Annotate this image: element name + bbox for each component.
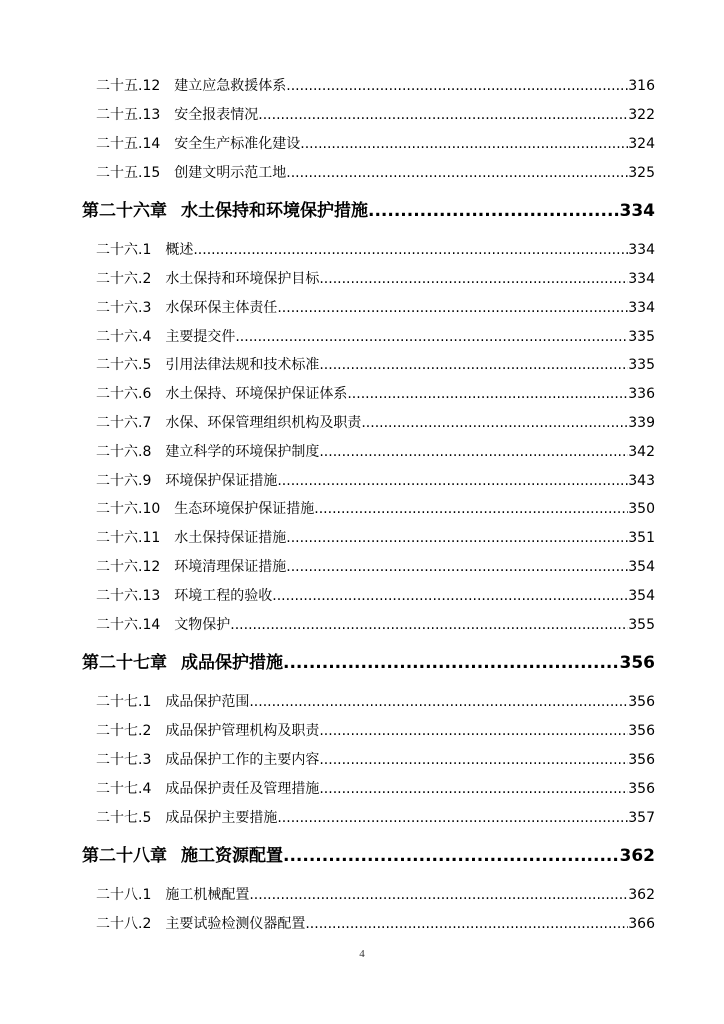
toc-entry[interactable] <box>96 500 655 518</box>
toc-entry-title: 水土保持保证措施 <box>174 530 287 546</box>
toc-entry-title: 成品保护主要措施 <box>165 810 278 826</box>
toc-entry-page: 356 <box>628 752 655 768</box>
toc-chapter-number: 第二十七章 <box>82 653 167 673</box>
toc-entry-number: 二十八.1 <box>96 887 152 903</box>
toc-dot-leader <box>347 385 628 403</box>
toc-entry-page: 356 <box>628 781 655 797</box>
toc-chapter-page: 362 <box>619 846 655 866</box>
toc-entry-title: 成品保护责任及管理措施 <box>165 781 320 797</box>
toc-entry-page: 334 <box>628 300 655 316</box>
toc-entry-title: 水保环保主体责任 <box>165 300 278 316</box>
toc-chapter-title: 水土保持和环境保护措施 <box>181 201 368 221</box>
toc-entry-number: 二十六.13 <box>96 588 161 604</box>
toc-entry-page: 354 <box>628 588 655 604</box>
toc-dot-leader <box>283 845 620 867</box>
toc-entry-title: 成品保护工作的主要内容 <box>165 752 320 768</box>
toc-entry-page: 343 <box>628 473 655 489</box>
toc-dot-leader <box>319 270 628 288</box>
toc-chapter-title: 成品保护措施 <box>181 653 283 673</box>
toc-entry-number: 二十五.14 <box>96 136 161 152</box>
toc-entry-number: 二十六.2 <box>96 271 152 287</box>
toc-entry-page: 325 <box>628 165 655 181</box>
toc-entry-page: 357 <box>628 810 655 826</box>
toc-entry[interactable] <box>96 135 655 153</box>
toc-dot-leader <box>314 500 628 518</box>
toc-dot-leader <box>235 328 628 346</box>
toc-chapter-entry[interactable] <box>82 200 655 222</box>
toc-dot-leader <box>300 135 628 153</box>
toc-chapter-number: 第二十八章 <box>82 846 167 866</box>
toc-entry-title: 环境保护保证措施 <box>165 473 278 489</box>
toc-entry-page: 355 <box>628 617 655 633</box>
toc-entry-number: 二十六.14 <box>96 617 161 633</box>
toc-entry-title: 创建文明示范工地 <box>174 165 287 181</box>
toc-entry[interactable] <box>96 414 655 432</box>
toc-entry[interactable] <box>96 751 655 769</box>
toc-entry[interactable] <box>96 106 655 124</box>
toc-entry[interactable] <box>96 77 655 95</box>
toc-entry[interactable] <box>96 529 655 547</box>
toc-dot-leader <box>249 886 628 904</box>
toc-dot-leader <box>319 356 628 374</box>
toc-entry-number: 二十五.12 <box>96 78 161 94</box>
toc-entry-page: 366 <box>628 916 655 932</box>
page-number: 4 <box>359 948 365 960</box>
toc-entry[interactable] <box>96 722 655 740</box>
toc-entry-page: 322 <box>628 107 655 123</box>
toc-entry[interactable] <box>96 241 655 259</box>
toc-entry-number: 二十七.5 <box>96 810 152 826</box>
toc-entry-title: 水土保持和环境保护目标 <box>165 271 320 287</box>
toc-entry-page: 335 <box>628 329 655 345</box>
toc-entry-title: 成品保护范围 <box>165 694 250 710</box>
toc-entry-page: 334 <box>628 242 655 258</box>
toc-entry-number: 二十七.3 <box>96 752 152 768</box>
toc-entry-title: 安全生产标准化建设 <box>174 136 301 152</box>
toc-entry[interactable] <box>96 328 655 346</box>
toc-entry-number: 二十八.2 <box>96 916 152 932</box>
toc-entry-page: 362 <box>628 887 655 903</box>
toc-entry-page: 356 <box>628 723 655 739</box>
toc-entry-page: 339 <box>628 415 655 431</box>
toc-entry-page: 351 <box>628 530 655 546</box>
toc-dot-leader <box>305 915 628 933</box>
toc-entry-number: 二十六.6 <box>96 386 152 402</box>
toc-entry[interactable] <box>96 164 655 182</box>
toc-entry-number: 二十六.9 <box>96 473 152 489</box>
toc-chapter-page: 356 <box>619 653 655 673</box>
toc-dot-leader <box>193 241 628 259</box>
toc-entry-title: 建立应急救援体系 <box>174 78 287 94</box>
toc-entry-number: 二十六.11 <box>96 530 161 546</box>
toc-entry[interactable] <box>96 780 655 798</box>
toc-entry-number: 二十六.8 <box>96 444 152 460</box>
toc-dot-leader <box>319 780 628 798</box>
toc-dot-leader <box>361 414 628 432</box>
toc-entry[interactable] <box>96 587 655 605</box>
toc-chapter-page: 334 <box>619 201 655 221</box>
toc-chapter-title: 施工资源配置 <box>181 846 283 866</box>
toc-dot-leader <box>286 164 628 182</box>
toc-dot-leader <box>368 200 620 222</box>
toc-entry-number: 二十七.1 <box>96 694 152 710</box>
toc-entry-number: 二十五.15 <box>96 165 161 181</box>
toc-entry-number: 二十六.7 <box>96 415 152 431</box>
toc-entry[interactable] <box>96 472 655 490</box>
toc-dot-leader <box>319 443 628 461</box>
toc-entry-title: 文物保护 <box>174 617 231 633</box>
toc-dot-leader <box>277 472 628 490</box>
toc-entry-title: 成品保护管理机构及职责 <box>165 723 320 739</box>
toc-entry-page: 335 <box>628 357 655 373</box>
toc-dot-leader <box>319 751 628 769</box>
toc-entry[interactable] <box>96 299 655 317</box>
toc-dot-leader <box>277 299 628 317</box>
toc-entry-page: 356 <box>628 694 655 710</box>
toc-entry-number: 二十七.2 <box>96 723 152 739</box>
toc-entry-number: 二十六.12 <box>96 559 161 575</box>
toc-entry-page: 336 <box>628 386 655 402</box>
toc-entry[interactable] <box>96 270 655 288</box>
toc-entry-page: 324 <box>628 136 655 152</box>
toc-entry-title: 水保、环保管理组织机构及职责 <box>165 415 362 431</box>
toc-dot-leader <box>277 809 628 827</box>
toc-entry-page: 354 <box>628 559 655 575</box>
toc-dot-leader <box>258 106 628 124</box>
toc-dot-leader <box>230 616 628 634</box>
toc-dot-leader <box>272 587 628 605</box>
toc-entry-number: 二十六.3 <box>96 300 152 316</box>
toc-entry-page: 334 <box>628 271 655 287</box>
toc-entry[interactable] <box>96 356 655 374</box>
toc-entry-title: 引用法律法规和技术标准 <box>165 357 320 373</box>
toc-entry-number: 二十六.4 <box>96 329 152 345</box>
toc-entry-number: 二十六.5 <box>96 357 152 373</box>
toc-chapter-entry[interactable] <box>82 652 655 674</box>
toc-entry-page: 342 <box>628 444 655 460</box>
toc-dot-leader <box>249 693 628 711</box>
toc-entry-page: 350 <box>628 501 655 517</box>
toc-dot-leader <box>286 558 628 576</box>
toc-entry-page: 316 <box>628 78 655 94</box>
toc-entry[interactable] <box>96 693 655 711</box>
toc-entry-title: 环境清理保证措施 <box>174 559 287 575</box>
toc-entry-title: 主要试验检测仪器配置 <box>165 916 306 932</box>
toc-entry-title: 概述 <box>165 242 194 258</box>
toc-dot-leader <box>286 77 628 95</box>
toc-entry-number: 二十六.10 <box>96 501 161 517</box>
toc-entry[interactable] <box>96 385 655 403</box>
toc-entry-title: 生态环境保护保证措施 <box>174 501 315 517</box>
toc-entry-title: 主要提交件 <box>165 329 236 345</box>
toc-dot-leader <box>286 529 628 547</box>
toc-chapter-entry[interactable] <box>82 845 655 867</box>
toc-entry[interactable] <box>96 443 655 461</box>
toc-entry-number: 二十六.1 <box>96 242 152 258</box>
toc-entry[interactable] <box>96 558 655 576</box>
toc-entry[interactable] <box>96 915 655 933</box>
toc-chapter-number: 第二十六章 <box>82 201 167 221</box>
toc-entry[interactable] <box>96 886 655 904</box>
toc-dot-leader <box>319 722 628 740</box>
toc-dot-leader <box>283 652 620 674</box>
toc-entry-number: 二十五.13 <box>96 107 161 123</box>
toc-entry-number: 二十七.4 <box>96 781 152 797</box>
toc-entry-title: 施工机械配置 <box>165 887 250 903</box>
toc-entry-title: 环境工程的验收 <box>174 588 273 604</box>
toc-entry[interactable] <box>96 616 655 634</box>
toc-entry-title: 安全报表情况 <box>174 107 259 123</box>
toc-entry[interactable] <box>96 809 655 827</box>
toc-entry-title: 建立科学的环境保护制度 <box>165 444 320 460</box>
toc-entry-title: 水土保持、环境保护保证体系 <box>165 386 348 402</box>
